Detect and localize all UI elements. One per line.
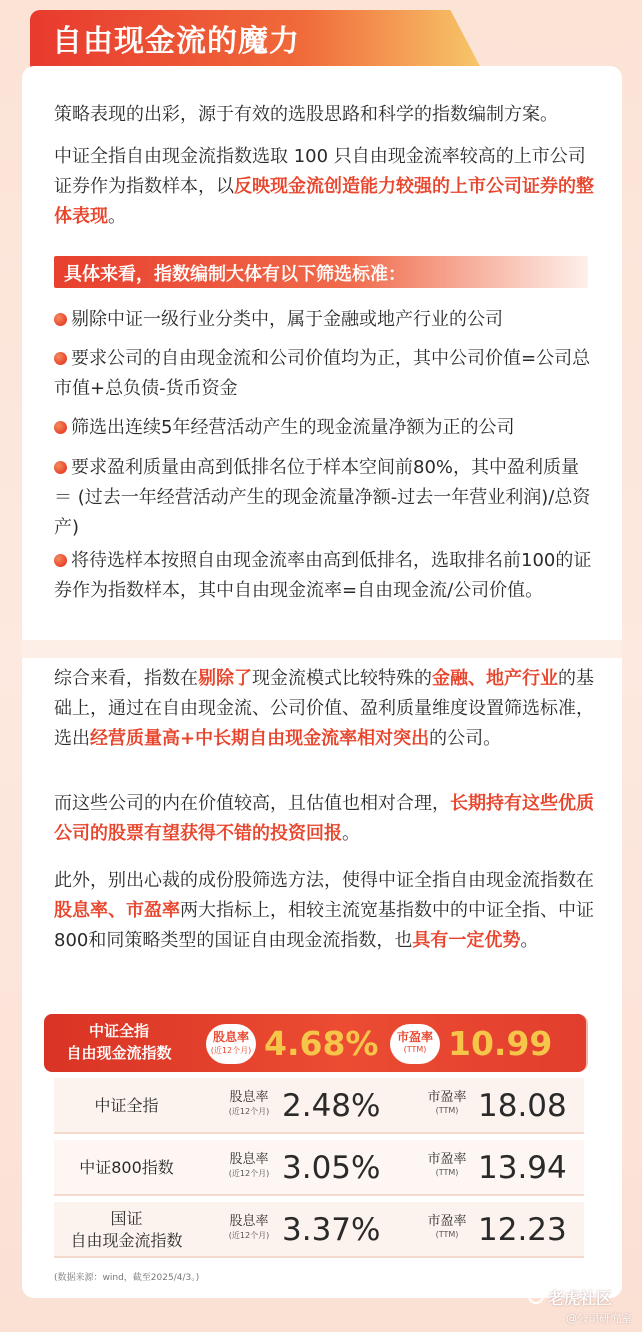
pe-value: 18.08: [478, 1088, 567, 1124]
dividend-label: 股息率: [229, 1152, 269, 1167]
index-description: [54, 142, 596, 232]
bullet-dot-icon: [54, 421, 67, 434]
dividend-value: 3.37%: [282, 1212, 381, 1248]
pe-sub: (TTM): [435, 1230, 459, 1239]
table-row: [54, 1078, 584, 1134]
index-name-line1: 中证全指: [94, 1096, 159, 1115]
page-title: 自由现金流的魔力: [52, 24, 300, 59]
dividend-sub: (近12个月): [228, 1107, 270, 1116]
index-description-end: 。: [108, 206, 126, 227]
value-paragraph: [54, 789, 596, 849]
pe-sub: (TTM): [435, 1168, 459, 1177]
section-divider: [22, 640, 622, 658]
pe-sub: (TTM): [435, 1106, 459, 1115]
dividend-label: 股息率: [229, 1214, 269, 1229]
dividend-pill: [206, 1024, 256, 1064]
table-row: [54, 1202, 584, 1258]
summary-paragraph: [54, 664, 596, 754]
dividend-sub: (近12个月): [228, 1231, 270, 1240]
dividend-sub: (近12个月): [210, 1046, 252, 1055]
criteria-item: [54, 413, 594, 443]
criteria-item: [54, 344, 594, 404]
index-name: [54, 1095, 199, 1117]
dividend-value: 2.48%: [282, 1088, 381, 1124]
tiger-logo-icon: [528, 1288, 544, 1304]
value-highlight: 长期持有这些优质公司的股票有望获得不错的投资回报: [54, 793, 594, 844]
bullet-dot-icon: [54, 554, 67, 567]
advantage-paragraph: [54, 866, 596, 956]
criteria-header: 具体来看，指数编制大体有以下筛选标准：: [64, 264, 406, 285]
watermark-community: 老虎社区: [548, 1289, 613, 1308]
criteria-item-text: 要求公司的自由现金流和公司价值均为正，其中公司价值=公司总市值+总负债-货币资金: [54, 348, 591, 399]
criteria-item-text: 将待选样本按照自由现金流率由高到低排名，选取排名前100的证券作为指数样本，其中自由现金流率=自由现金流/公司价值。: [54, 550, 592, 601]
dividend-value: 3.05%: [282, 1150, 381, 1186]
advantage-text: 两大指标上，相较主流宽基指数中的中证全指、中证800和同策略类型的国证自由现金流指数，也: [54, 900, 594, 951]
data-source-note: (数据来源：wind，截至2025/4/3。): [54, 1273, 200, 1283]
advantage-highlight: 股息率、市盈率: [54, 900, 180, 921]
pe-pill: [390, 1024, 440, 1064]
pe-label: 市盈率: [427, 1214, 467, 1229]
criteria-item: [54, 305, 594, 335]
main-index-name-line1: 中证全指: [88, 1022, 149, 1040]
summary-text: 综合来看，指数在: [54, 668, 198, 689]
summary-text: 的公司。: [429, 728, 502, 749]
summary-text: 现金流模式比较特殊的: [252, 668, 432, 689]
pe-sub: (TTM): [403, 1045, 427, 1054]
bullet-dot-icon: [54, 313, 67, 326]
intro-paragraph: 策略表现的出彩，源于有效的选股思路和科学的指数编制方案。: [54, 104, 558, 125]
index-name: [54, 1157, 199, 1179]
dividend-sub: (近12个月): [228, 1169, 270, 1178]
table-row-main: [44, 1014, 586, 1072]
bullet-dot-icon: [54, 461, 67, 474]
main-dividend-value: 4.68%: [264, 1024, 379, 1063]
index-description-highlight: 反映现金流创造能力较强的上市公司证券的整体表现: [54, 176, 594, 227]
watermark-author: @公司研究室: [566, 1312, 632, 1325]
summary-highlight: 金融、地产行业: [432, 668, 558, 689]
criteria-item: [54, 546, 594, 606]
advantage-text: 。: [520, 930, 539, 951]
pe-label: 市盈率: [427, 1090, 467, 1105]
dividend-label: 股息率: [212, 1030, 249, 1044]
summary-highlight: 剔除了: [198, 668, 252, 689]
main-pe-value: 10.99: [448, 1024, 553, 1063]
pe-label: 市盈率: [396, 1030, 433, 1044]
criteria-item-text: 筛选出连续5年经营活动产生的现金流量净额为正的公司: [71, 417, 515, 438]
table-row: [54, 1140, 584, 1196]
index-name-line1: 中证800指数: [79, 1158, 174, 1177]
pe-value: 12.23: [478, 1212, 567, 1248]
value-text: 。: [342, 823, 360, 844]
dividend-label: 股息率: [229, 1090, 269, 1105]
criteria-item: [54, 453, 594, 543]
advantage-text: 此外，别出心裁的成份股筛选方法，使得中证全指自由现金流指数在: [54, 870, 594, 891]
value-text: 而这些公司的内在价值较高，且估值也相对合理，: [54, 793, 450, 814]
advantage-highlight: 具有一定优势: [412, 930, 521, 951]
index-name-line1: 国证: [110, 1209, 143, 1228]
criteria-header-bar: [54, 256, 588, 288]
main-index-name-line2: 自由现金流指数: [66, 1044, 172, 1062]
criteria-item-text: 剔除中证一级行业分类中，属于金融或地产行业的公司: [71, 309, 503, 330]
main-index-name: [44, 1020, 194, 1064]
bullet-dot-icon: [54, 352, 67, 365]
summary-highlight: 经营质量高+中长期自由现金流率相对突出: [90, 728, 430, 749]
index-name: [54, 1208, 199, 1252]
pe-label: 市盈率: [427, 1152, 467, 1167]
index-name-line2: 自由现金流指数: [70, 1231, 183, 1250]
pe-value: 13.94: [478, 1150, 567, 1186]
summary-text: 的基础上，通过在自由现金流、公司价值、盈利质量维度设置筛选标准，选出: [54, 668, 594, 749]
index-description-text: 中证全指自由现金流指数选取 100 只自由现金流率较高的上市公司证券作为指数样本，以: [54, 146, 586, 197]
criteria-item-text: 要求盈利质量由高到低排名位于样本空间前80%，其中盈利质量 ＝ (过去一年经营活动产生的现金流量净额-过去一年营业利润)/总资产): [54, 457, 591, 538]
